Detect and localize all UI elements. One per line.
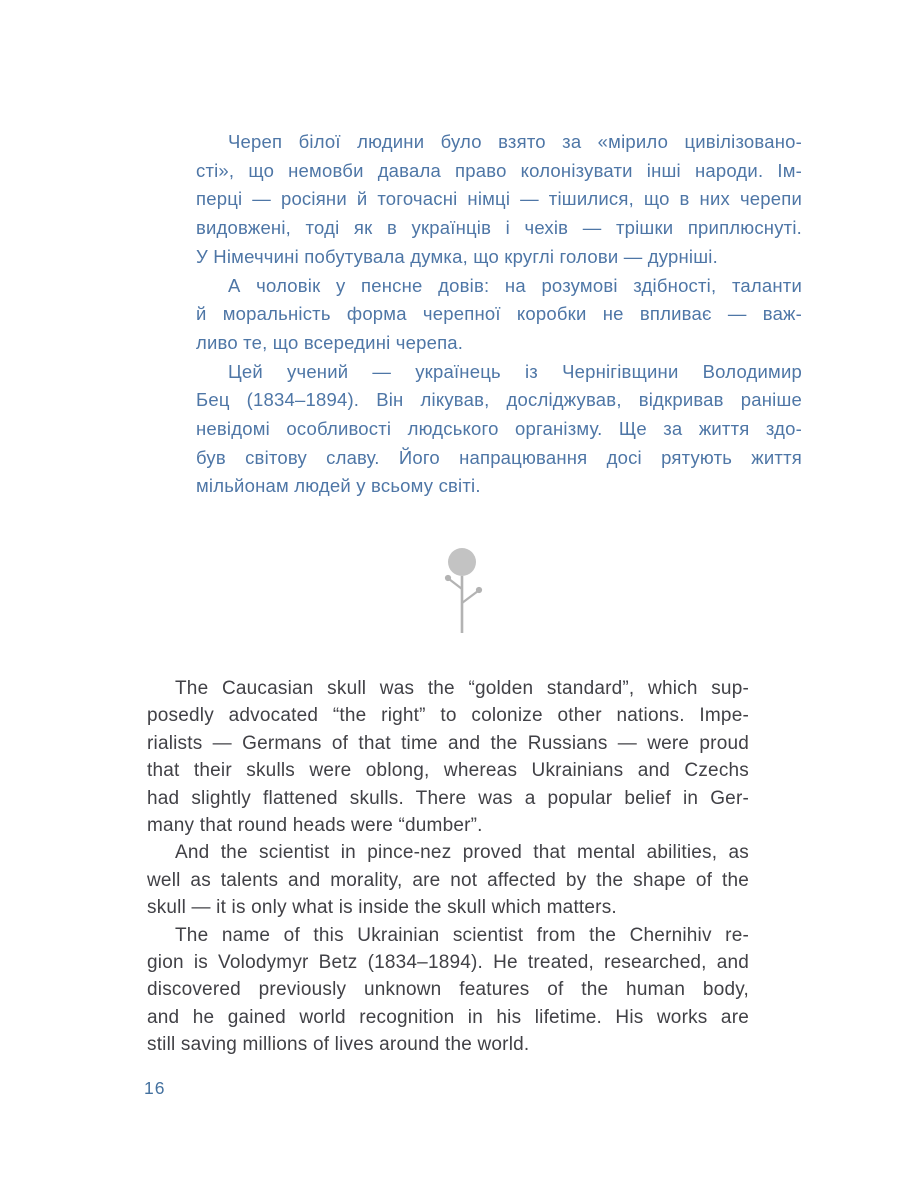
plant-sprout-divider-icon <box>430 548 494 636</box>
text-line: had slightly flattened skulls. There was a popular belief in Ger- <box>147 787 749 809</box>
page-number: 16 <box>144 1078 166 1098</box>
paragraph <box>196 272 802 358</box>
ukrainian-text-block <box>196 128 802 501</box>
text-line: rialists — Germans of that time and the Russians — were proud <box>147 732 749 754</box>
text-line: The name of this Ukrainian scientist from the Chernihiv re- <box>175 924 749 946</box>
text-line: well as talents and morality, are not affected by the shape of the <box>147 869 749 891</box>
text-line: The Caucasian skull was the “golden standard”, which sup- <box>175 678 749 699</box>
text-line: Череп білої людини було взято за «мірило цивілізовано- <box>228 131 802 152</box>
text-line: posedly advocated “the right” to colonize other nations. Impe- <box>147 705 749 727</box>
text-line: видовжені, тоді як в українців і чехів — трішки приплюснуті. <box>196 217 802 239</box>
text-line: gion is Volodymyr Betz (1834–1894). He treated, researched, and <box>147 952 749 974</box>
text-line: був світову славу. Його напрацювання досі рятують життя <box>196 446 802 468</box>
text-line: And the scientist in pince-nez proved that mental abilities, as <box>175 842 749 864</box>
paragraph <box>147 922 749 1059</box>
text-line: Цей учений — українець із Чернігівщини Володимир <box>228 360 802 382</box>
text-line: and he gained world recognition in his lifetime. His works are <box>147 1006 749 1028</box>
text-line: й моральність форма черепної коробки не впливає — важ- <box>196 303 802 325</box>
english-text-block <box>147 675 749 1059</box>
text-line: skull — it is only what is inside the skull which matters. <box>147 897 617 919</box>
paragraph <box>147 839 749 921</box>
text-line: discovered previously unknown features of the human body, <box>147 979 749 1001</box>
text-line: still saving millions of lives around the world. <box>147 1034 530 1056</box>
text-line: that their skulls were oblong, whereas Ukrainians and Czechs <box>147 760 749 782</box>
text-line: А чоловік у пенсне довів: на розумові здібності, таланти <box>228 274 802 296</box>
text-line: мільйонам людей у всьому світі. <box>196 475 481 497</box>
text-line: У Німеччині побутувала думка, що круглі голови — дурніші. <box>196 245 718 267</box>
text-line: Бец (1834–1894). Він лікував, досліджував, відкривав раніше <box>196 389 802 411</box>
text-line: перці — росіяни й тогочасні німці — тішилися, що в них черепи <box>196 188 802 210</box>
paragraph <box>196 128 802 272</box>
text-line: ливо те, що всередині черепа. <box>196 331 464 353</box>
text-line: many that round heads were “dumber”. <box>147 815 483 837</box>
text-line: невідомі особливості людського організму. Ще за життя здо- <box>196 418 802 440</box>
text-line: сті», що немовби давала право колонізувати інші народи. Ім- <box>196 159 802 181</box>
paragraph <box>196 358 802 502</box>
paragraph <box>147 675 749 839</box>
